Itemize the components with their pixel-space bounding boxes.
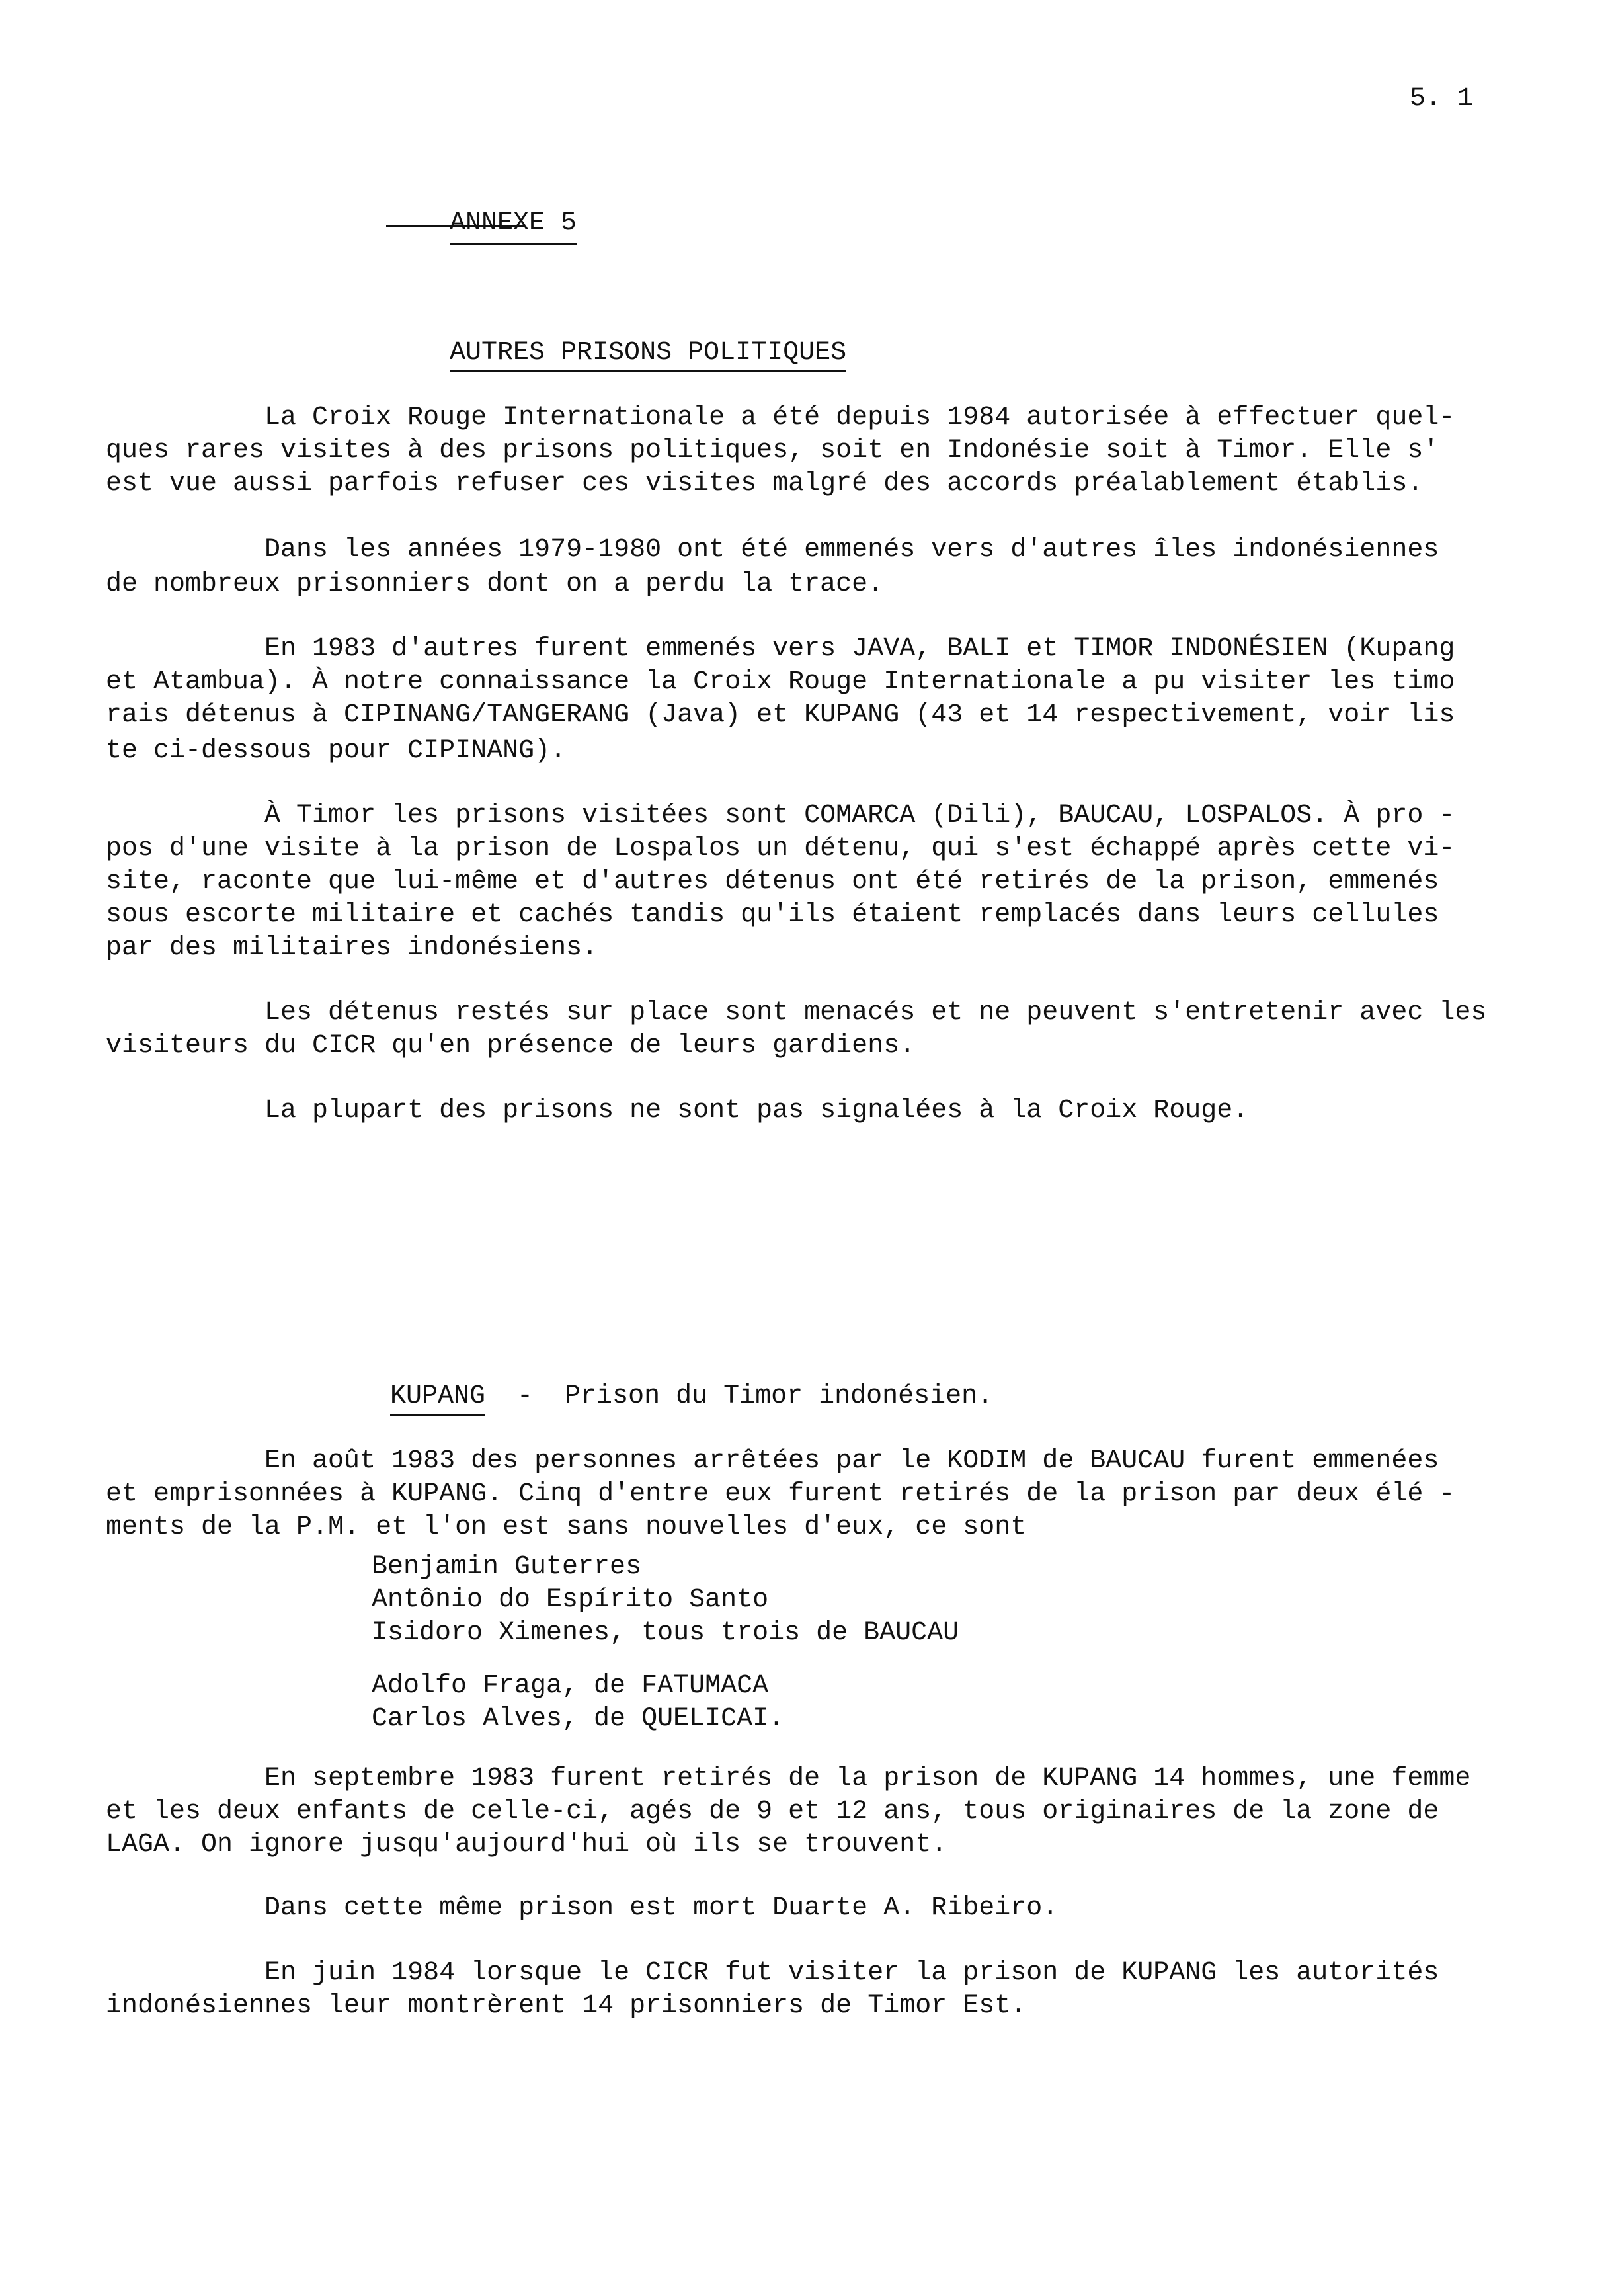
paragraph-4-line-3: site, raconte que lui-même et d'autres détenus ont été retirés de la prison, emmenés <box>106 867 1439 897</box>
annex-title <box>386 176 577 309</box>
paragraph-1-line-1: La Croix Rouge Internationale a été depuis 1984 autorisée à effectuer quel- <box>106 403 1455 432</box>
page-number: 5. 1 <box>1410 84 1474 114</box>
name-list-item: Antônio do Espírito Santo <box>372 1585 769 1615</box>
paragraph-1-line-2: ques rares visites à des prisons politiques, soit en Indonésie soit à Timor. Elle s' <box>106 436 1439 466</box>
kupang-heading <box>390 1381 993 1413</box>
paragraph-3-line-2: et Atambua). À notre connaissance la Croix Rouge Internationale a pu visiter les timo <box>106 667 1455 697</box>
kupang-paragraph-2-line-1: En septembre 1983 furent retirés de la prison de KUPANG 14 hommes, une femme <box>106 1764 1471 1793</box>
kupang-paragraph-2-line-3: LAGA. On ignore jusqu'aujourd'hui où ils se trouvent. <box>106 1830 947 1860</box>
paragraph-1-line-3: est vue aussi parfois refuser ces visites malgré des accords préalablement établis. <box>106 469 1424 499</box>
paragraph-2-line-2: de nombreux prisonniers dont on a perdu la trace. <box>106 569 884 599</box>
kupang-heading-subtitle: - Prison du Timor indonésien. <box>485 1381 994 1411</box>
kupang-paragraph-1-line-1: En août 1983 des personnes arrêtées par le KODIM de BAUCAU furent emmenées <box>106 1446 1439 1476</box>
name-list-item: Benjamin Guterres <box>372 1552 642 1582</box>
paragraph-4-line-5: par des militaires indonésiens. <box>106 933 598 963</box>
paragraph-4-line-1: À Timor les prisons visitées sont COMARCA (Dili), BAUCAU, LOSPALOS. À pro - <box>106 801 1455 831</box>
paragraph-3-line-4: te ci-dessous pour CIPINANG). <box>106 736 567 766</box>
name-list-item: Adolfo Fraga, de FATUMACA <box>372 1671 769 1701</box>
name-list-item: Isidoro Ximenes, tous trois de BAUCAU <box>372 1618 959 1648</box>
paragraph-5-line-2: visiteurs du CICR qu'en présence de leurs gardiens. <box>106 1031 916 1061</box>
paragraph-6-line-1: La plupart des prisons ne sont pas signalées à la Croix Rouge. <box>106 1096 1249 1126</box>
annex-title-double-underline <box>386 225 525 227</box>
section-title-text: AUTRES PRISONS POLITIQUES <box>450 338 846 372</box>
name-list-item: Carlos Alves, de QUELICAI. <box>372 1704 785 1734</box>
kupang-paragraph-2-line-2: et les deux enfants de celle-ci, agés de 9 et 12 ans, tous originaires de la zone de <box>106 1797 1439 1826</box>
paragraph-4-line-2: pos d'une visite à la prison de Lospalos un détenu, qui s'est échappé après cette vi- <box>106 834 1455 864</box>
paragraph-4-line-4: sous escorte militaire et cachés tandis qu'ils étaient remplacés dans leurs cellules <box>106 900 1439 930</box>
paragraph-3-line-1: En 1983 d'autres furent emmenés vers JAVA, BALI et TIMOR INDONÉSIEN (Kupang <box>106 634 1455 664</box>
paragraph-5-line-1: Les détenus restés sur place sont menacés et ne peuvent s'entretenir avec les <box>106 998 1487 1028</box>
paragraph-2-line-1: Dans les années 1979-1980 ont été emmenés vers d'autres îles indonésiennes <box>106 535 1439 565</box>
kupang-paragraph-1-line-3: ments de la P.M. et l'on est sans nouvelles d'eux, ce sont <box>106 1512 1027 1542</box>
kupang-paragraph-4-line-1: En juin 1984 lorsque le CICR fut visiter la prison de KUPANG les autorités <box>106 1958 1439 1988</box>
annex-title-text: ANNEXE 5 <box>450 208 577 245</box>
kupang-paragraph-1-line-2: et emprisonnées à KUPANG. Cinq d'entre eux furent retirés de la prison par deux élé - <box>106 1479 1455 1509</box>
paragraph-3-line-3: rais détenus à CIPINANG/TANGERANG (Java) et KUPANG (43 et 14 respectivement, voir lis <box>106 700 1455 730</box>
section-title <box>386 306 846 401</box>
kupang-paragraph-4-line-2: indonésiennes leur montrèrent 14 prisonniers de Timor Est. <box>106 1991 1027 2021</box>
kupang-paragraph-3-line-1: Dans cette même prison est mort Duarte A. Ribeiro. <box>106 1893 1059 1923</box>
kupang-heading-label: KUPANG <box>390 1381 485 1416</box>
